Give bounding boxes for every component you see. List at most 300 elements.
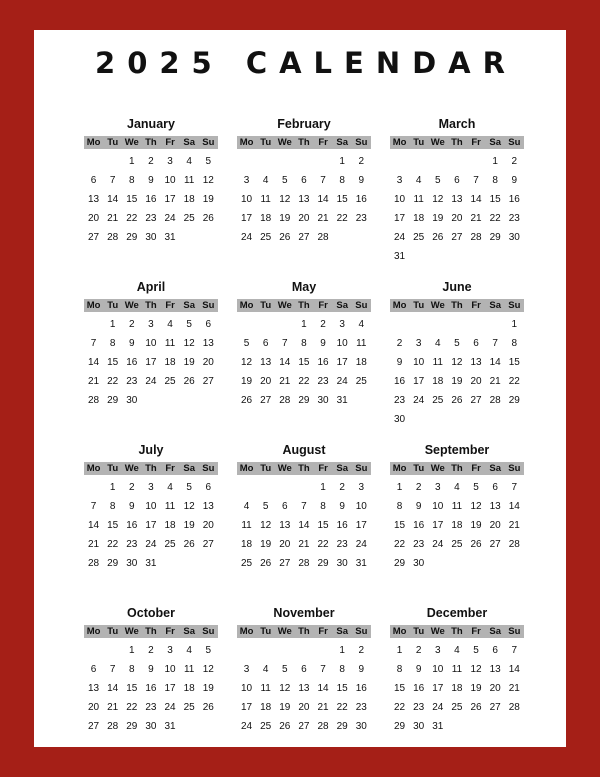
day-cell: 23 <box>355 702 367 713</box>
day-cell: 26 <box>470 539 482 550</box>
weekday-label: Mo <box>239 463 254 474</box>
day-empty <box>275 315 294 334</box>
day-cell: 15 <box>394 520 406 531</box>
weekday-label: Th <box>451 626 463 637</box>
day-cell: 2 <box>129 482 135 493</box>
day-cell: 4 <box>186 156 192 167</box>
day-cell: 23 <box>355 213 367 224</box>
day-cell: 12 <box>451 357 463 368</box>
weekday-label: Fr <box>318 137 328 148</box>
weekday-label: Th <box>298 300 310 311</box>
weekday-label: Sa <box>183 463 195 474</box>
day-cell: 15 <box>336 683 348 694</box>
weekday-label: Mo <box>392 463 407 474</box>
weekday-label: Sa <box>183 626 195 637</box>
day-cell: 31 <box>164 721 176 732</box>
weekday-label: We <box>124 463 139 474</box>
day-cell: 21 <box>508 683 520 694</box>
month-october <box>84 603 218 766</box>
day-empty <box>103 641 122 660</box>
day-cell: 17 <box>394 213 406 224</box>
day-grid <box>84 315 218 410</box>
day-cell: 4 <box>167 319 173 330</box>
weekday-label: We <box>277 300 292 311</box>
day-cell: 8 <box>129 175 135 186</box>
day-cell: 19 <box>432 213 444 224</box>
day-cell: 3 <box>435 645 441 656</box>
day-cell: 12 <box>432 194 444 205</box>
weekday-label: Th <box>145 300 157 311</box>
day-cell: 31 <box>164 232 176 243</box>
day-cell: 9 <box>148 664 154 675</box>
month-july <box>84 440 218 603</box>
day-cell: 18 <box>432 376 444 387</box>
weekday-label: Fr <box>165 300 175 311</box>
day-cell: 23 <box>413 702 425 713</box>
day-cell: 11 <box>183 664 195 675</box>
day-cell: 24 <box>164 702 176 713</box>
day-cell: 24 <box>241 721 253 732</box>
day-cell: 20 <box>88 213 100 224</box>
day-cell: 30 <box>317 395 329 406</box>
day-cell: 10 <box>164 664 176 675</box>
day-cell: 22 <box>336 702 348 713</box>
weekday-label: Sa <box>183 300 195 311</box>
day-cell: 20 <box>88 702 100 713</box>
weekday-label: Th <box>451 300 463 311</box>
day-empty <box>84 152 103 171</box>
day-cell: 1 <box>301 319 307 330</box>
day-cell: 27 <box>88 721 100 732</box>
day-cell: 24 <box>432 539 444 550</box>
day-cell: 27 <box>451 232 463 243</box>
day-cell: 2 <box>339 482 345 493</box>
day-cell: 18 <box>164 357 176 368</box>
day-cell: 5 <box>186 319 192 330</box>
weekday-label: Sa <box>489 463 501 474</box>
day-cell: 21 <box>107 213 119 224</box>
day-cell: 28 <box>298 558 310 569</box>
day-cell: 18 <box>260 213 272 224</box>
day-cell: 16 <box>126 520 138 531</box>
day-cell: 4 <box>454 645 460 656</box>
month-name: November <box>273 606 335 620</box>
day-cell: 26 <box>451 395 463 406</box>
day-cell: 8 <box>396 664 403 675</box>
day-empty <box>256 641 275 660</box>
weekday-label: Tu <box>260 626 272 637</box>
day-cell: 13 <box>298 683 310 694</box>
day-cell: 11 <box>451 501 463 512</box>
weekday-label: Su <box>508 463 521 474</box>
day-cell: 12 <box>183 501 195 512</box>
day-cell: 15 <box>107 357 119 368</box>
day-cell: 10 <box>241 194 253 205</box>
day-cell: 17 <box>413 376 425 387</box>
day-cell: 30 <box>413 721 425 732</box>
day-empty <box>84 641 103 660</box>
day-cell: 15 <box>107 520 119 531</box>
day-cell: 25 <box>241 558 253 569</box>
day-cell: 25 <box>164 376 176 387</box>
day-cell: 28 <box>508 702 520 713</box>
day-cell: 30 <box>126 395 138 406</box>
day-cell: 15 <box>126 194 138 205</box>
day-empty <box>467 315 486 334</box>
day-cell: 20 <box>451 213 463 224</box>
day-cell: 15 <box>489 194 501 205</box>
day-cell: 25 <box>183 213 195 224</box>
day-cell: 13 <box>260 357 272 368</box>
day-cell: 2 <box>358 645 365 656</box>
day-grid <box>237 315 371 410</box>
day-cell: 10 <box>145 501 157 512</box>
day-cell: 20 <box>279 539 291 550</box>
day-cell: 23 <box>317 376 329 387</box>
weekday-header <box>390 136 524 149</box>
day-cell: 22 <box>126 213 138 224</box>
day-cell: 28 <box>107 232 119 243</box>
day-empty <box>237 315 256 334</box>
day-cell: 24 <box>355 539 367 550</box>
day-cell: 19 <box>470 520 482 531</box>
weekday-header <box>237 136 371 149</box>
weekday-label: Mo <box>392 137 407 148</box>
day-cell: 8 <box>339 175 345 186</box>
weekday-label: Th <box>298 137 310 148</box>
day-cell: 9 <box>415 664 422 675</box>
day-cell: 19 <box>183 357 195 368</box>
day-cell: 23 <box>126 376 138 387</box>
weekday-label: Tu <box>260 463 272 474</box>
day-cell: 16 <box>126 357 138 368</box>
day-cell: 20 <box>202 520 214 531</box>
day-cell: 15 <box>336 194 348 205</box>
day-empty <box>409 152 428 171</box>
month-may <box>237 277 371 440</box>
day-cell: 13 <box>489 664 501 675</box>
day-cell: 3 <box>243 664 250 675</box>
day-cell: 3 <box>415 338 422 349</box>
day-empty <box>314 641 333 660</box>
month-name: August <box>282 443 326 457</box>
day-cell: 10 <box>145 338 157 349</box>
day-cell: 22 <box>126 702 138 713</box>
day-cell: 26 <box>260 558 272 569</box>
day-cell: 28 <box>317 232 329 243</box>
day-cell: 24 <box>145 376 157 387</box>
weekday-header <box>84 136 218 149</box>
day-cell: 25 <box>451 539 463 550</box>
day-cell: 19 <box>451 376 463 387</box>
day-cell: 20 <box>489 683 501 694</box>
month-name: June <box>442 280 472 294</box>
day-cell: 18 <box>355 357 367 368</box>
day-grid <box>237 478 371 573</box>
day-cell: 20 <box>298 702 310 713</box>
day-cell: 19 <box>260 539 272 550</box>
weekday-header <box>84 625 218 638</box>
day-cell: 18 <box>451 520 463 531</box>
day-cell: 7 <box>320 175 326 186</box>
day-cell: 13 <box>202 501 214 512</box>
day-cell: 2 <box>396 338 403 349</box>
day-cell: 13 <box>88 683 100 694</box>
month-name: January <box>127 117 175 131</box>
month-august <box>237 440 371 603</box>
weekday-label: We <box>430 300 445 311</box>
day-cell: 8 <box>301 338 307 349</box>
day-cell: 26 <box>183 539 195 550</box>
day-cell: 21 <box>317 213 329 224</box>
month-december <box>390 603 524 766</box>
day-cell: 26 <box>470 702 482 713</box>
day-cell: 20 <box>260 376 272 387</box>
day-cell: 5 <box>473 645 479 656</box>
day-cell: 10 <box>355 501 367 512</box>
day-empty <box>486 315 505 334</box>
month-april <box>84 277 218 440</box>
weekday-label: Sa <box>489 626 501 637</box>
day-cell: 4 <box>167 482 173 493</box>
day-cell: 28 <box>107 721 119 732</box>
day-cell: 1 <box>109 482 116 493</box>
weekday-label: Th <box>451 137 463 148</box>
day-cell: 18 <box>241 539 253 550</box>
day-cell: 10 <box>241 683 253 694</box>
day-cell: 28 <box>88 558 100 569</box>
day-cell: 30 <box>508 232 520 243</box>
day-cell: 8 <box>320 501 326 512</box>
day-cell: 19 <box>279 213 291 224</box>
day-cell: 15 <box>508 357 520 368</box>
day-cell: 30 <box>145 721 157 732</box>
month-name: September <box>424 443 490 457</box>
day-cell: 5 <box>205 645 212 656</box>
day-cell: 21 <box>508 520 520 531</box>
day-cell: 10 <box>164 175 176 186</box>
day-cell: 25 <box>260 721 272 732</box>
weekday-label: Mo <box>86 300 101 311</box>
day-cell: 11 <box>260 683 271 694</box>
day-cell: 17 <box>241 213 253 224</box>
weekday-header <box>390 299 524 312</box>
day-cell: 12 <box>241 357 253 368</box>
day-cell: 16 <box>413 520 425 531</box>
day-cell: 7 <box>473 175 479 186</box>
day-cell: 21 <box>88 376 100 387</box>
day-empty <box>390 152 409 171</box>
day-cell: 5 <box>435 175 441 186</box>
day-cell: 1 <box>109 319 116 330</box>
day-cell: 1 <box>129 645 135 656</box>
day-cell: 24 <box>394 232 406 243</box>
weekday-label: Sa <box>336 137 348 148</box>
day-cell: 30 <box>336 558 348 569</box>
day-cell: 8 <box>109 338 116 349</box>
day-cell: 9 <box>129 338 135 349</box>
day-cell: 14 <box>107 683 119 694</box>
day-grid <box>84 478 218 573</box>
day-cell: 22 <box>298 376 310 387</box>
month-name: May <box>291 280 317 294</box>
day-cell: 23 <box>126 539 138 550</box>
weekday-label: Tu <box>413 463 425 474</box>
day-cell: 23 <box>145 702 157 713</box>
day-cell: 4 <box>435 338 441 349</box>
day-cell: 24 <box>241 232 253 243</box>
day-cell: 12 <box>202 175 214 186</box>
day-cell: 4 <box>262 175 269 186</box>
day-cell: 4 <box>358 319 365 330</box>
day-cell: 18 <box>451 683 463 694</box>
day-cell: 24 <box>432 702 444 713</box>
day-cell: 7 <box>320 664 326 675</box>
day-cell: 24 <box>336 376 348 387</box>
day-cell: 14 <box>470 194 482 205</box>
day-cell: 17 <box>336 357 348 368</box>
day-cell: 6 <box>90 664 97 675</box>
weekday-label: Th <box>145 463 157 474</box>
day-cell: 11 <box>164 338 176 349</box>
day-cell: 9 <box>358 664 365 675</box>
weekday-label: Tu <box>107 626 119 637</box>
day-cell: 29 <box>489 232 501 243</box>
weekday-label: Fr <box>318 626 328 637</box>
month-september <box>390 440 524 603</box>
day-grid <box>390 315 524 429</box>
day-cell: 9 <box>511 175 518 186</box>
day-cell: 25 <box>183 702 195 713</box>
day-empty <box>84 315 103 334</box>
weekday-label: Su <box>202 137 215 148</box>
day-cell: 2 <box>415 482 422 493</box>
day-cell: 12 <box>279 683 291 694</box>
day-cell: 27 <box>470 395 482 406</box>
day-cell: 12 <box>279 194 291 205</box>
day-cell: 14 <box>88 357 100 368</box>
weekday-label: Th <box>451 463 463 474</box>
weekday-label: Tu <box>107 137 119 148</box>
day-cell: 12 <box>470 664 482 675</box>
day-cell: 4 <box>186 645 192 656</box>
day-cell: 30 <box>145 232 157 243</box>
day-cell: 26 <box>202 213 214 224</box>
weekday-label: Su <box>355 626 368 637</box>
weekday-header <box>237 299 371 312</box>
day-cell: 6 <box>454 175 460 186</box>
weekday-label: Tu <box>260 137 272 148</box>
weekday-label: Sa <box>336 300 348 311</box>
day-cell: 29 <box>394 721 406 732</box>
day-cell: 28 <box>317 721 329 732</box>
day-empty <box>409 315 428 334</box>
day-cell: 22 <box>107 376 119 387</box>
day-cell: 3 <box>243 175 250 186</box>
day-cell: 19 <box>279 702 291 713</box>
day-cell: 10 <box>432 664 444 675</box>
day-cell: 14 <box>508 664 520 675</box>
weekday-header <box>390 625 524 638</box>
day-cell: 18 <box>183 194 195 205</box>
day-cell: 3 <box>396 175 403 186</box>
day-cell: 22 <box>394 702 406 713</box>
day-cell: 16 <box>145 683 157 694</box>
day-cell: 26 <box>279 232 291 243</box>
day-cell: 27 <box>489 539 501 550</box>
day-cell: 6 <box>492 482 498 493</box>
day-cell: 2 <box>415 645 422 656</box>
day-cell: 21 <box>489 376 501 387</box>
weekday-label: Tu <box>107 463 119 474</box>
day-cell: 1 <box>320 482 326 493</box>
day-grid <box>84 641 218 736</box>
weekday-header <box>84 462 218 475</box>
day-empty <box>84 478 103 497</box>
month-name: March <box>438 117 476 131</box>
day-cell: 10 <box>413 357 425 368</box>
day-cell: 6 <box>262 338 269 349</box>
day-cell: 28 <box>508 539 520 550</box>
day-cell: 8 <box>129 664 135 675</box>
day-cell: 30 <box>394 414 406 425</box>
day-cell: 13 <box>202 338 214 349</box>
day-cell: 31 <box>355 558 367 569</box>
weekday-label: Su <box>355 137 368 148</box>
day-cell: 15 <box>317 520 329 531</box>
day-empty <box>294 152 313 171</box>
weekday-label: Sa <box>489 137 501 148</box>
day-cell: 26 <box>241 395 253 406</box>
day-cell: 13 <box>298 194 310 205</box>
weekday-label: We <box>124 137 139 148</box>
day-cell: 5 <box>282 175 288 186</box>
weekday-label: Th <box>145 137 157 148</box>
day-cell: 6 <box>282 501 288 512</box>
weekday-label: Sa <box>183 137 195 148</box>
day-cell: 21 <box>317 702 329 713</box>
day-cell: 25 <box>451 702 463 713</box>
day-cell: 9 <box>396 357 403 368</box>
weekday-label: Fr <box>471 626 481 637</box>
weekday-label: Su <box>202 463 215 474</box>
day-cell: 29 <box>107 395 119 406</box>
day-cell: 6 <box>90 175 97 186</box>
day-cell: 13 <box>88 194 100 205</box>
day-cell: 17 <box>145 357 157 368</box>
day-cell: 16 <box>145 194 157 205</box>
day-cell: 31 <box>145 558 157 569</box>
day-cell: 1 <box>511 319 518 330</box>
weekday-label: Sa <box>336 463 348 474</box>
day-cell: 15 <box>298 357 310 368</box>
day-cell: 14 <box>298 520 310 531</box>
day-cell: 11 <box>164 501 176 512</box>
weekday-header <box>237 462 371 475</box>
day-cell: 22 <box>107 539 119 550</box>
day-cell: 22 <box>508 376 520 387</box>
weekday-label: Mo <box>239 300 254 311</box>
day-cell: 21 <box>107 702 119 713</box>
day-cell: 19 <box>202 194 214 205</box>
day-cell: 6 <box>301 175 307 186</box>
weekday-label: Fr <box>165 463 175 474</box>
weekday-label: Mo <box>239 626 254 637</box>
day-cell: 22 <box>394 539 406 550</box>
day-cell: 20 <box>202 357 214 368</box>
weekday-label: We <box>277 137 292 148</box>
day-cell: 28 <box>279 395 291 406</box>
